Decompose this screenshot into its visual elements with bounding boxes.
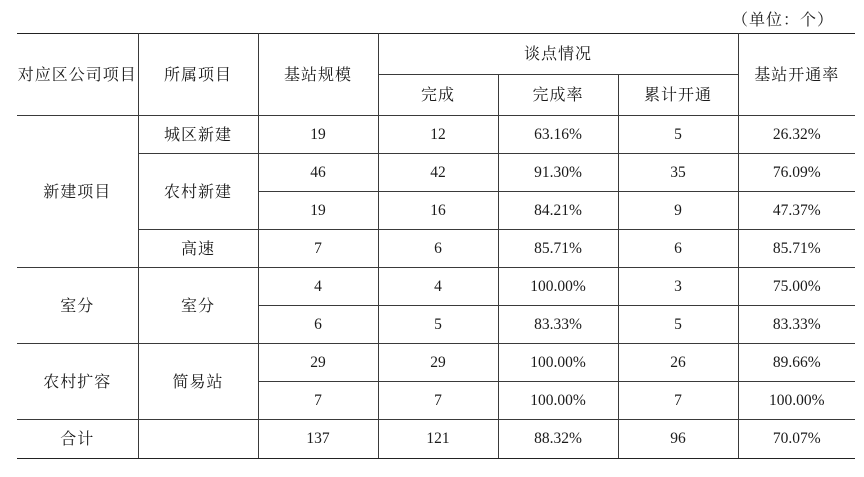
cell-scale: 7 — [258, 230, 378, 268]
cell-open-rate: 85.71% — [738, 230, 855, 268]
total-scale: 137 — [258, 420, 378, 459]
group-cell: 室分 — [17, 268, 138, 344]
cell-cum-open: 3 — [618, 268, 738, 306]
cell-cum-open: 6 — [618, 230, 738, 268]
header-scale: 基站规模 — [258, 34, 378, 116]
cell-cum-open: 35 — [618, 154, 738, 192]
cell-done: 29 — [378, 344, 498, 382]
table-row — [17, 344, 855, 382]
total-done: 121 — [378, 420, 498, 459]
header-done: 完成 — [378, 75, 498, 116]
subgroup-cell: 室分 — [138, 268, 258, 344]
cell-scale: 19 — [258, 192, 378, 230]
table-row — [17, 230, 855, 268]
group-cell: 农村扩容 — [17, 344, 138, 420]
table-row — [17, 116, 855, 154]
total-done-rate: 88.32% — [498, 420, 618, 459]
cell-done: 12 — [378, 116, 498, 154]
cell-done-rate: 63.16% — [498, 116, 618, 154]
cell-done: 6 — [378, 230, 498, 268]
cell-cum-open: 5 — [618, 116, 738, 154]
cell-done-rate: 100.00% — [498, 344, 618, 382]
total-open-rate: 70.07% — [738, 420, 855, 459]
table-row — [17, 154, 855, 192]
cell-scale: 6 — [258, 306, 378, 344]
subgroup-cell: 高速 — [138, 230, 258, 268]
subgroup-cell: 城区新建 — [138, 116, 258, 154]
cell-done: 4 — [378, 268, 498, 306]
cell-open-rate: 75.00% — [738, 268, 855, 306]
total-cum-open: 96 — [618, 420, 738, 459]
cell-done: 5 — [378, 306, 498, 344]
cell-open-rate: 89.66% — [738, 344, 855, 382]
subgroup-cell: 简易站 — [138, 344, 258, 420]
cell-scale: 19 — [258, 116, 378, 154]
cell-cum-open: 9 — [618, 192, 738, 230]
cell-done: 42 — [378, 154, 498, 192]
header-project: 所属项目 — [138, 34, 258, 116]
cell-done-rate: 100.00% — [498, 268, 618, 306]
cell-open-rate: 26.32% — [738, 116, 855, 154]
header-company: 对应区公司项目 — [17, 34, 138, 116]
cell-done: 7 — [378, 382, 498, 420]
cell-done-rate: 85.71% — [498, 230, 618, 268]
group-cell: 新建项目 — [17, 116, 138, 268]
total-empty-cell — [138, 420, 258, 459]
cell-open-rate: 83.33% — [738, 306, 855, 344]
cell-scale: 7 — [258, 382, 378, 420]
cell-done-rate: 84.21% — [498, 192, 618, 230]
total-row — [17, 420, 855, 459]
cell-cum-open: 26 — [618, 344, 738, 382]
header-talks: 谈点情况 — [378, 34, 738, 75]
cell-open-rate: 100.00% — [738, 382, 855, 420]
cell-cum-open: 7 — [618, 382, 738, 420]
subgroup-cell: 农村新建 — [138, 154, 258, 230]
header-cum-open: 累计开通 — [618, 75, 738, 116]
cell-open-rate: 47.37% — [738, 192, 855, 230]
total-label: 合计 — [17, 420, 138, 459]
cell-scale: 46 — [258, 154, 378, 192]
header-done-rate: 完成率 — [498, 75, 618, 116]
header-open-rate: 基站开通率 — [738, 34, 855, 116]
base-station-table — [17, 33, 855, 459]
unit-label: （单位：个） — [731, 10, 834, 29]
cell-done-rate: 83.33% — [498, 306, 618, 344]
cell-done: 16 — [378, 192, 498, 230]
cell-open-rate: 76.09% — [738, 154, 855, 192]
table-row — [17, 268, 855, 306]
cell-done-rate: 91.30% — [498, 154, 618, 192]
cell-scale: 4 — [258, 268, 378, 306]
cell-cum-open: 5 — [618, 306, 738, 344]
cell-scale: 29 — [258, 344, 378, 382]
cell-done-rate: 100.00% — [498, 382, 618, 420]
